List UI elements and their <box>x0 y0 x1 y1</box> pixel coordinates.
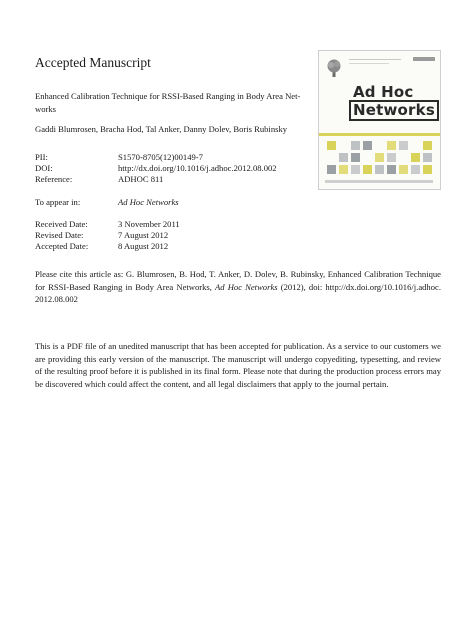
cover-pattern-cell <box>327 165 336 174</box>
cover-masthead-line <box>349 59 401 60</box>
citation-paragraph <box>35 268 441 306</box>
cover-masthead-line <box>349 63 389 64</box>
accepted-label: Accepted Date: <box>35 241 89 251</box>
cover-pattern-cell <box>423 165 432 174</box>
citation-journal: Ad Hoc Networks <box>215 281 278 292</box>
journal-cover <box>318 50 441 190</box>
reference-label: Reference: <box>35 174 73 184</box>
cover-pattern-cell <box>351 165 360 174</box>
page-heading: Accepted Manuscript <box>35 55 151 70</box>
cover-pattern-cell <box>399 165 408 174</box>
accepted-date: 8 August 2012 <box>118 241 169 251</box>
cover-title-line1: Ad Hoc <box>353 83 414 101</box>
cover-title <box>347 83 435 121</box>
cover-pattern-cell <box>351 141 360 150</box>
revised-date: 7 August 2012 <box>118 230 169 240</box>
cover-issue-mark <box>413 57 435 61</box>
cover-pattern-cell <box>339 153 348 162</box>
cover-pattern-cell <box>423 153 432 162</box>
cover-pattern-cell <box>327 141 336 150</box>
appear-label: To appear in: <box>35 197 81 207</box>
pii-label: PII: <box>35 152 48 162</box>
cover-accent-band <box>319 133 440 136</box>
citation-text: Please cite this article as: G. Blumrosen, B. Hod, T. Anker, D. Dolev, B. Rubinsky, Enhanced Calibration Technique for RSSI-Based Ranging in Body Area Networks, <box>35 269 441 292</box>
cover-pattern-cell <box>423 141 432 150</box>
cover-pattern-cell <box>387 141 396 150</box>
reference-value: ADHOC 811 <box>118 174 164 184</box>
manuscript-notice: This is a PDF file of an unedited manuscript that has been accepted for publication. As a service to our customers we are providing this early version of the manuscript. The manuscript will undergo copyediting, typesetting, and review of the resulting proof before it is published in its final form. Please note that during the production process errors may be discovered which could affect the content, and all legal disclaimers that apply to the journal pertain. <box>35 341 441 389</box>
received-date: 3 November 2011 <box>118 219 180 229</box>
cover-pattern-cell <box>387 165 396 174</box>
cover-pattern-cell <box>411 165 420 174</box>
article-title: Enhanced Calibration Technique for RSSI-Based Ranging in Body Area Net- works <box>35 91 301 114</box>
doi-link[interactable]: http://dx.doi.org/10.1016/j.adhoc.2012.08.002 <box>118 163 277 173</box>
cover-pattern-cell <box>399 141 408 150</box>
revised-label: Revised Date: <box>35 230 84 240</box>
author-list: Gaddi Blumrosen, Bracha Hod, Tal Anker, Danny Dolev, Boris Rubinsky <box>35 124 288 134</box>
doi-label: DOI: <box>35 163 53 173</box>
received-label: Received Date: <box>35 219 88 229</box>
cover-pattern-cell <box>339 165 348 174</box>
cover-pattern-cell <box>351 153 360 162</box>
journal-name: Ad Hoc Networks <box>118 197 179 207</box>
cover-footer-line <box>325 180 433 183</box>
cover-pattern-cell <box>363 165 372 174</box>
cover-title-line2: Networks <box>349 100 439 121</box>
cover-pattern-cell <box>387 153 396 162</box>
cover-pattern-cell <box>375 153 384 162</box>
pii-value: S1570-8705(12)00149-7 <box>118 152 203 162</box>
cover-pattern-cell <box>411 153 420 162</box>
cover-pattern-cell <box>375 165 384 174</box>
publisher-tree-icon <box>325 58 343 78</box>
citation-doi-text[interactable]: (2012), doi: http://dx.doi.org/10.1016/j.adhoc. 2012.08.002 <box>35 281 441 304</box>
cover-pattern-cell <box>363 141 372 150</box>
